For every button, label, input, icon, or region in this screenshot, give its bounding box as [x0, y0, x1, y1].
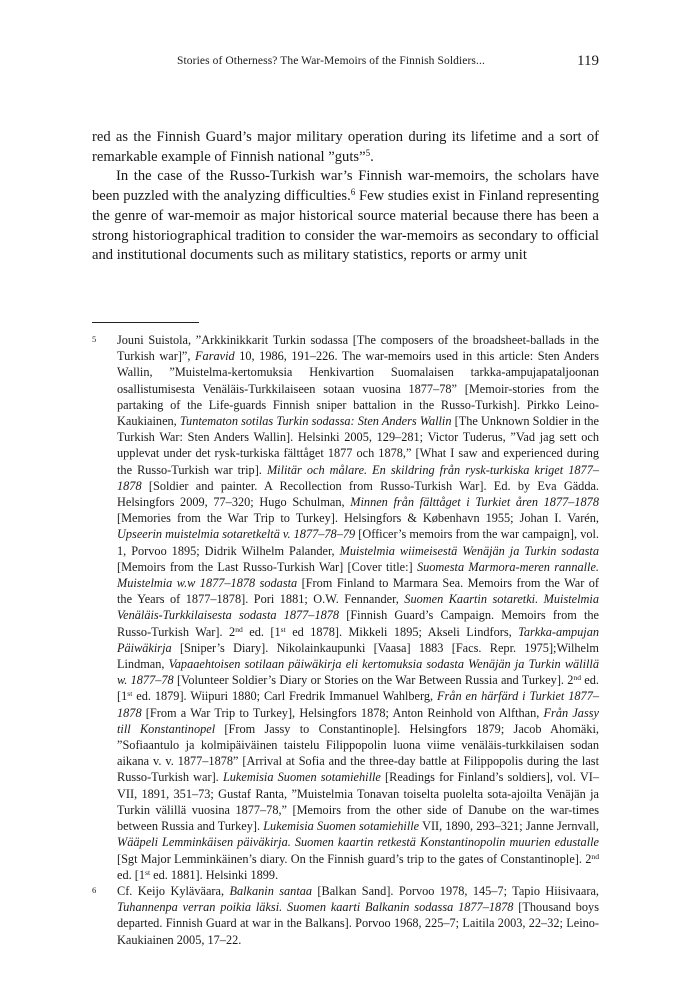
- footnote-6: [92, 883, 599, 948]
- running-head: Stories of Otherness? The War-Memoirs of the Finnish Soldiers...: [177, 55, 485, 67]
- paragraph-1: red as the Finnish Guard’s major military operation during its lifetime and a sort of remarkable example of Finnish national ”guts”$^5$.: [92, 129, 599, 165]
- footnote-text: Cf. Keijo Kyläväara, Balkanin santaa [Balkan Sand]. Porvoo 1978, 145–7; Tapio Hiisivaara, Tuhannenpa verran poikia läksi. Suomen kaarti Balkanin sodassa 1877–1878 [Thousand boys departed. Finnish Guard at war in the Balkans]. Porvoo 1968, 225–7; Laitila 2003, 22–32; Leino-Kaukiainen 2005, 17–22.: [117, 883, 599, 947]
- main-text: [92, 128, 599, 266]
- footnote-text: Jouni Suistola, ”Arkkinikkarit Turkin sodassa [The composers of the broadsheet-ballads in the Turkish war]”, Faravid 10, 1986, 191–226. The war-memoirs used in this article: Sten Anders Wallin, ”Muistelma-kertomuksia Henkivartion Suomalaisen tarkka-ampujapataljoonan osallistumisesta Venäläis-Turkkilaiseen sotaan vuosina 1877–78” [Memoir-stories from the partaking of the Life-guards Finnish sniper battalion in the Russo-Turkish]. Pirkko Leino-Kaukiainen, Tuntematon sotilas Turkin sodassa: Sten Anders Wallin [The Unknown Soldier in the Turkish War: Sten Anders Wallin]. Helsinki 2005, 129–281; Victor Tuderus, ”Vad jag sett och upplevat under det rysk-turkiska fälttåget 1877 och 1878,” [What I saw and experienced during the Russo-Turkish war trip]. Militär och målare. En skildring från rysk-turkiska kriget 1877–1878 [Soldier and painter. A Recollection from Russo-Turkish War]. Ed. by Eva Gädda. Helsingfors 2009, 77–320; Hugo Schulman, Minnen från fälttåget i Turkiet åren 1877–1878 [Memories from the War Trip to Turkey]. Helsingfors & København 1955; Johan I. Varén, Upseerin muistelmia sotaretkeltä v. 1877–78–79 [Officer’s memoirs from the war campaign], vol. 1, Porvoo 1895; Didrik Wilhelm Palander, Muistelmia wiimeisestä Wenäjän ja Turkin sodasta [Memoirs from the Last Russo-Turkish War] [Cover title:] Suomesta Marmora-meren rannalle. Muistelmia w.w 1877–1878 sodasta [From Finland to Marmara Sea. Memoirs from the War of the Years of 1877–1878]. Pori 1881; O.W. Fennander, Suomen Kaartin sotaretki. Muistelmia Venäläis-Turkkilaisesta sodasta 1877–1878 [Finnish Guard’s Campaign. Memoirs from the Russo-Turkish War]. 2nd ed. [1st ed 1878]. Mikkeli 1895; Akseli Lindfors, Tarkka-ampujan Päiwäkirja [Sniper’s Diary]. Nikolainkaupunki [Vaasa] 1883 [Facs. Repr. 1975];Wilhelm Lindman, Vapaaehtoisen sotilaan päiwäkirja eli kertomuksia sodasta Wenäjän ja Turkin wälillä w. 1877–78 [Volunteer Soldier’s Diary or Stories on the War Between Russia and Turkey]. 2nd ed. [1st ed. 1879]. Wiipuri 1880; Carl Fredrik Immanuel Wahlberg, Från en härfärd i Turkiet 1877–1878 [From a War Trip to Turkey], Helsingfors 1878; Anton Reinhold von Alfthan, Från Jassy till Konstantinopel [From Jassy to Constantinople]. Helsingfors 1879; Jacob Ahomäki, ”Sofiaantulo ja kolmipäiväinen taistelu Filippopolin luona viime venäläis-turkkilaisen sodan aikana v. v. 1877–1878” [Arrival at Sofia and the three-day battle at Filippopolis during the last Russo-Turkish war]. Lukemisia Suomen sotamiehille [Readings for Finland’s soldiers], vol. VI–VII, 1891, 351–73; Gustaf Ranta, ”Muistelmia Tonavan toiselta puolelta sota-ajoilta Venäjän ja Turkin välillä vuosina 1877–78,” [Memoirs from the other side of Danube on the war-times between Russia and Turkey]. Lukemisia Suomen sotamiehille VII, 1890, 293–321; Janne Jernvall, Wääpeli Lemminkäisen päiväkirja. Suomen kaartin retkestä Konstantinopolin muurien edustalle [Sgt Major Lemminkäinen’s diary. On the Finnish guard’s trip to the gates of Constantinople]. 2nd ed. [1st ed. 1881]. Helsinki 1899.: [117, 333, 600, 882]
- footnote-mark: 5: [92, 334, 97, 344]
- footnote-ref-5[interactable]: 5: [365, 147, 371, 158]
- footnote-5: [92, 332, 599, 883]
- footnotes: [92, 332, 599, 948]
- page-number: 119: [577, 53, 599, 69]
- page-header: [92, 53, 599, 73]
- footnote-mark: 6: [92, 884, 97, 895]
- footnote-divider: [92, 322, 199, 323]
- paragraph-2: In the case of the Russo-Turkish war’s Finnish war-memoirs, the scholars have been puzzled with the analyzing difficulties.$^6$ Few studies exist in Finland representing the genre of war-memoir as major historical source material because there has been a strong historiographical tradition to consider the war-memoirs as secondary to official and institutional documents such as military statistics, reports or army unit: [92, 168, 600, 264]
- footnote-ref-6[interactable]: 6: [350, 187, 356, 198]
